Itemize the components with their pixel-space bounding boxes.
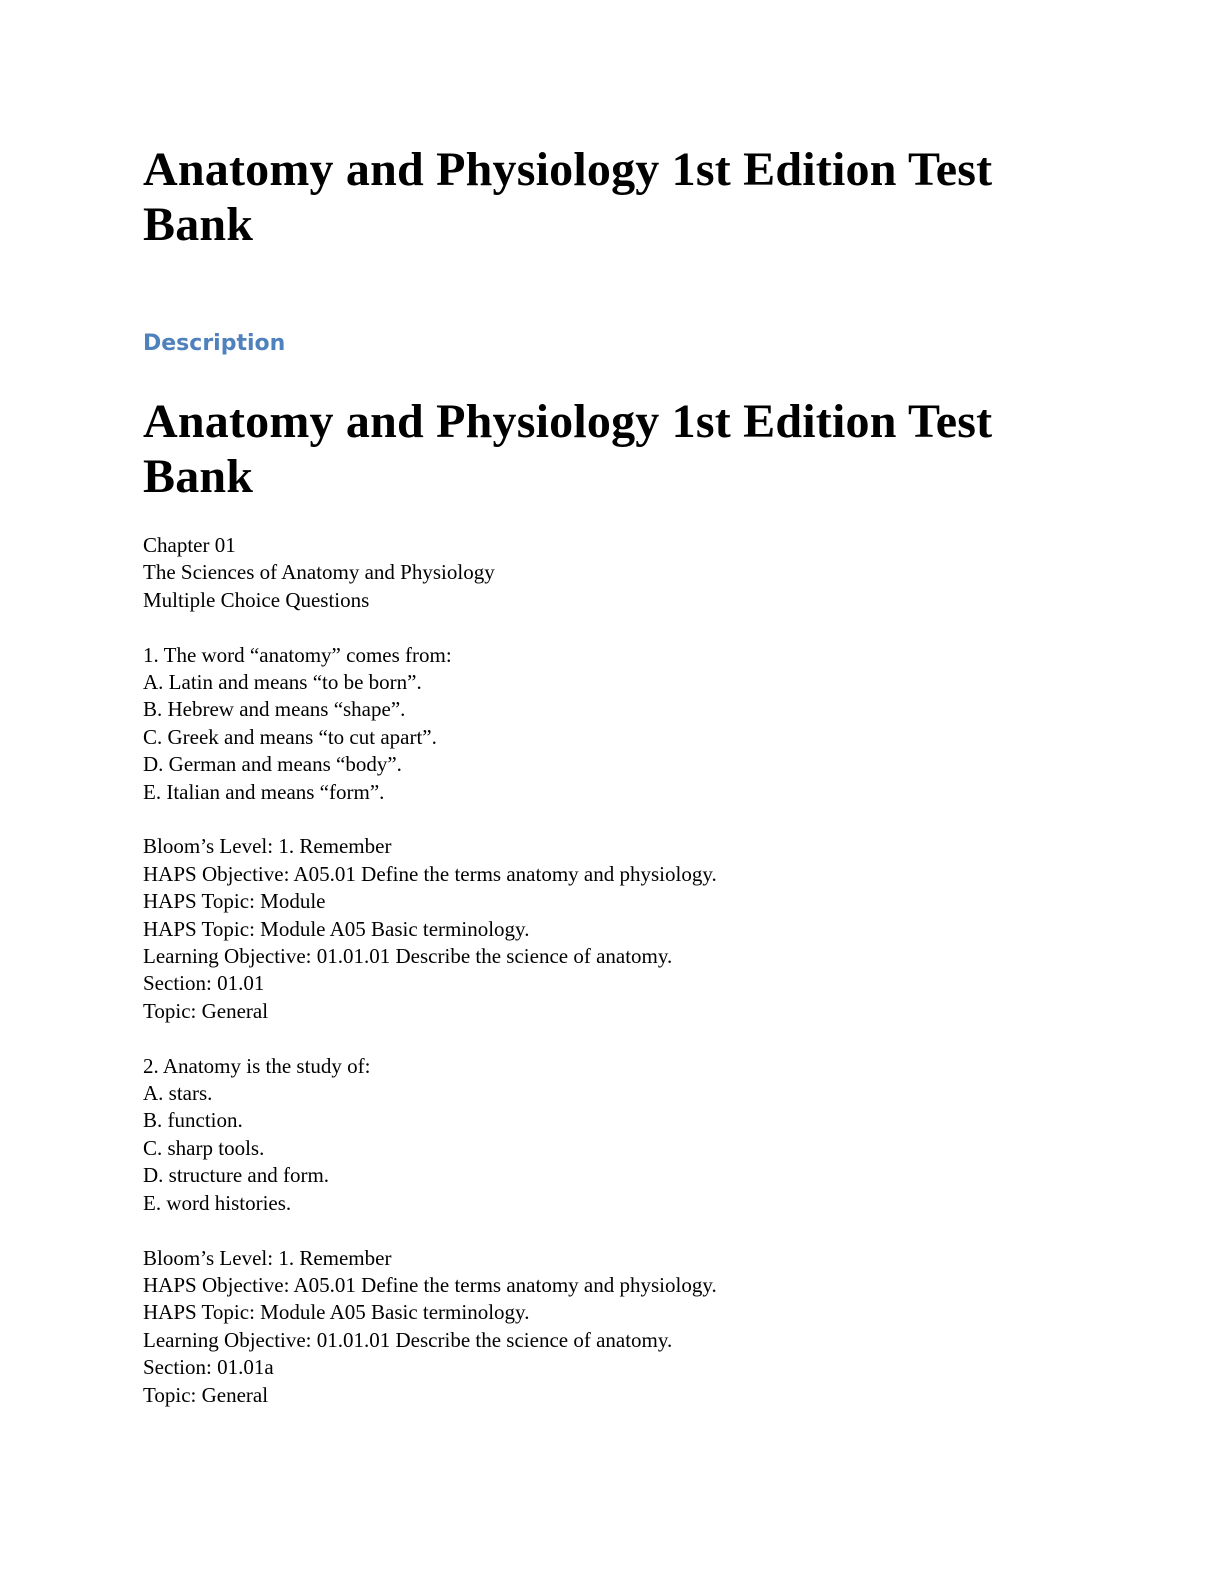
- question-1-option-a: A. Latin and means “to be born”.: [143, 670, 422, 695]
- page-title: [143, 142, 1083, 252]
- question-2-option-b: B. function.: [143, 1108, 243, 1133]
- chapter-intro: [143, 532, 1083, 614]
- document-page: [143, 142, 1083, 1409]
- question-1-text: 1. The word “anatomy” comes from:: [143, 642, 452, 667]
- chapter-label: Chapter 01: [143, 533, 236, 557]
- question-1-haps-topic: HAPS Topic: Module: [143, 889, 326, 914]
- question-1-haps-topic-detail: HAPS Topic: Module A05 Basic terminology.: [143, 916, 530, 941]
- question-1-option-e: E. Italian and means “form”.: [143, 779, 385, 804]
- content-title-line-2: Bank: [143, 450, 254, 503]
- question-1-option-b: B. Hebrew and means “shape”.: [143, 697, 406, 722]
- question-1-topic: Topic: General: [143, 998, 269, 1023]
- question-1: [143, 642, 1083, 806]
- question-2-blooms-level: Bloom’s Level: 1. Remember: [143, 1245, 392, 1270]
- document-body: [143, 532, 1083, 1409]
- question-2-topic: Topic: General: [143, 1382, 269, 1407]
- question-2-meta: [143, 1245, 1083, 1409]
- page-title-line-1: Anatomy and Physiology 1st Edition Test: [143, 143, 993, 196]
- question-1-section: Section: 01.01: [143, 971, 265, 996]
- question-1-meta: [143, 833, 1083, 1025]
- question-1-option-c: C. Greek and means “to cut apart”.: [143, 724, 437, 749]
- question-2: [143, 1053, 1083, 1217]
- question-2-option-a: A. stars.: [143, 1081, 213, 1106]
- question-2-learning-objective: Learning Objective: 01.01.01 Describe the science of anatomy.: [143, 1327, 673, 1352]
- question-type: Multiple Choice Questions: [143, 587, 370, 612]
- page-title-line-2: Bank: [143, 198, 254, 251]
- question-2-haps-objective: HAPS Objective: A05.01 Define the terms anatomy and physiology.: [143, 1272, 717, 1297]
- question-2-section: Section: 01.01a: [143, 1355, 274, 1380]
- question-1-learning-objective: Learning Objective: 01.01.01 Describe the science of anatomy.: [143, 944, 673, 969]
- content-title-line-1: Anatomy and Physiology 1st Edition Test: [143, 395, 993, 448]
- question-2-haps-topic: HAPS Topic: Module A05 Basic terminology.: [143, 1300, 530, 1325]
- question-2-text: 2. Anatomy is the study of:: [143, 1053, 371, 1078]
- question-1-blooms-level: Bloom’s Level: 1. Remember: [143, 834, 392, 859]
- question-2-option-d: D. structure and form.: [143, 1163, 330, 1188]
- chapter-name: The Sciences of Anatomy and Physiology: [143, 560, 495, 585]
- question-2-option-e: E. word histories.: [143, 1190, 292, 1215]
- question-1-haps-objective: HAPS Objective: A05.01 Define the terms anatomy and physiology.: [143, 861, 717, 886]
- question-2-option-c: C. sharp tools.: [143, 1135, 265, 1160]
- description-heading: Description: [143, 331, 286, 356]
- content-title: [143, 394, 1083, 504]
- question-1-option-d: D. German and means “body”.: [143, 752, 402, 777]
